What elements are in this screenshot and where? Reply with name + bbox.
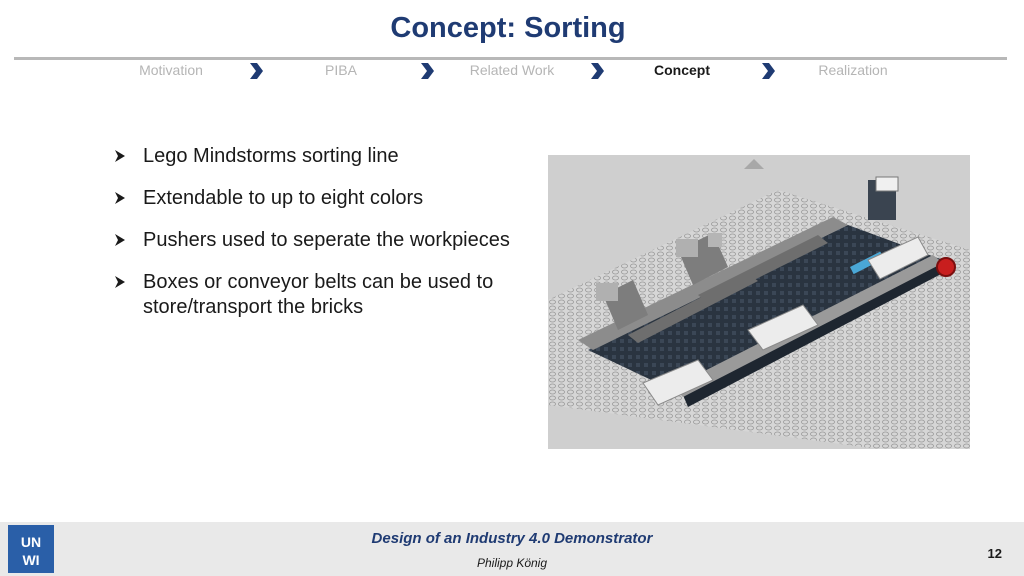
bullet-text: Extendable to up to eight colors [143,187,424,209]
arrowhead-bullet-icon [114,233,126,247]
bullet-text: Lego Mindstorms sorting line [143,145,399,167]
page-number: 12 [987,546,1002,561]
bullet-item [114,144,514,169]
slide-title: Concept: Sorting [390,12,626,44]
lego-sorting-line-image [548,155,970,449]
svg-text:WI: WI [22,552,40,568]
nav-item-piba[interactable]: PIBA [325,62,357,78]
lego-sorting-line-render [548,155,970,449]
footer-title: Design of an Industry 4.0 Demonstrator [371,530,653,547]
svg-text:UN: UN [20,534,42,550]
footer-author: Philipp König [476,556,548,570]
scroll-up-icon[interactable] [744,159,764,169]
nav-item-motivation[interactable]: Motivation [139,62,203,78]
bullet-text: Pushers used to seperate the workpieces [143,229,510,251]
bullet-list [114,144,514,337]
bullet-text: Boxes or conveyor belts can be used to store/transport the bricks [143,271,494,318]
bullet-item [114,228,514,253]
nav-item-realization[interactable]: Realization [818,62,888,78]
nav-item-related-work[interactable]: Related Work [469,62,555,78]
arrowhead-bullet-icon [114,191,126,205]
section-navigation [0,60,1024,82]
arrowhead-bullet-icon [114,275,126,289]
bullet-item [114,186,514,211]
nav-item-concept[interactable]: Concept [654,62,710,78]
arrowhead-bullet-icon [114,149,126,163]
bullet-item [114,270,514,320]
